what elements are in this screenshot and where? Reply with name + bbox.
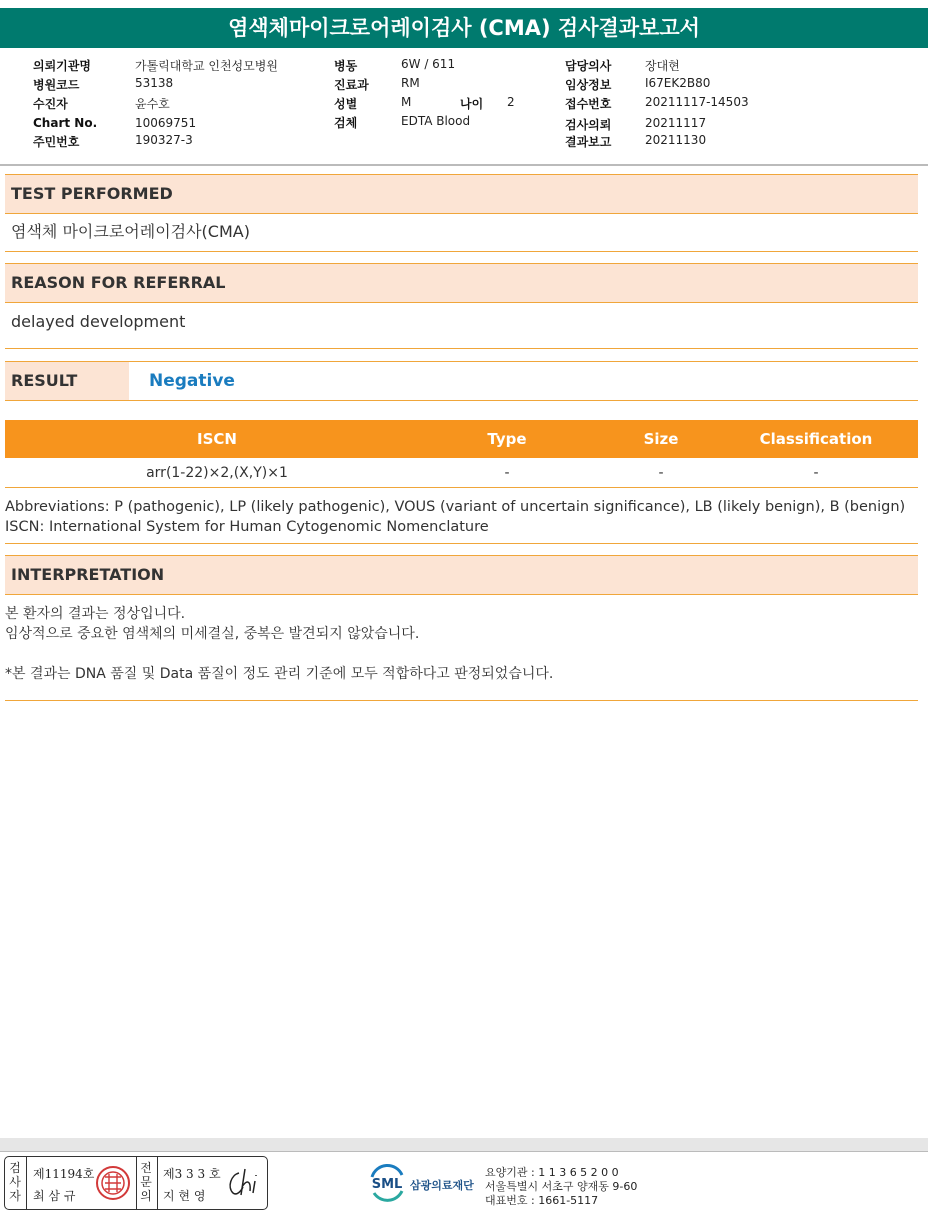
reason-for-referral-value: delayed development — [5, 303, 918, 349]
clinical-info-label: 임상정보 — [565, 78, 612, 92]
report-title: 염색체마이크로어레이검사 (CMA) 검사결과보고서 — [0, 8, 928, 48]
phone-line: 대표번호 : 1661-5117 — [485, 1194, 599, 1207]
sml-logo-icon — [366, 1163, 408, 1203]
request-date-label: 검사의뢰 — [565, 118, 612, 132]
accession-number-label: 접수번호 — [565, 97, 612, 111]
iscn-table — [5, 420, 918, 488]
organization-name: 삼광의료재단 — [410, 1179, 474, 1192]
table-row — [5, 458, 918, 488]
interpretation-divider — [5, 700, 918, 701]
test-performed-header: TEST PERFORMED — [5, 174, 918, 214]
interpretation-header: INTERPRETATION — [5, 555, 918, 595]
sex-value: M — [401, 95, 412, 109]
signature-divider — [136, 1157, 137, 1209]
examiner-seal-icon — [95, 1165, 131, 1201]
signature-divider — [157, 1157, 158, 1209]
referring-institution-value: 가톨릭대학교 인천성모병원 — [135, 59, 278, 73]
abbreviations-note — [5, 497, 918, 544]
abbreviations-line: Abbreviations: P (pathogenic), LP (likely pathogenic), VOUS (variant of uncertain significance), LB (likely benign), B (benign) — [5, 499, 906, 515]
result-label: RESULT — [5, 362, 129, 400]
examiner-vertical-label: 검사자 — [9, 1161, 21, 1203]
specialist-signature-icon — [223, 1163, 263, 1201]
test-performed-value: 염색체 마이크로어레이검사(CMA) — [5, 214, 918, 252]
size-cell: - — [658, 465, 664, 481]
type-column-header: Type — [487, 430, 527, 448]
quality-note-line: *본 결과는 DNA 품질 및 Data 품질이 정도 관리 기준에 모두 적합하다고 판정되었습니다. — [5, 666, 554, 682]
interpretation-line: 본 환자의 결과는 정상입니다. — [5, 606, 186, 622]
specialist-name: 지 현 영 — [163, 1189, 206, 1203]
accession-number-value: 20211117-14503 — [645, 95, 749, 109]
hospital-code-value: 53138 — [135, 76, 174, 90]
patient-name-value: 윤수호 — [135, 97, 170, 111]
report-date-label: 결과보고 — [565, 135, 612, 149]
chart-number-label: Chart No. — [33, 116, 98, 130]
age-value: 2 — [507, 95, 515, 109]
request-date-value: 20211117 — [645, 116, 707, 130]
ward-value: 6W / 611 — [401, 57, 456, 71]
report-date-value: 20211130 — [645, 133, 707, 147]
age-label: 나이 — [460, 97, 484, 111]
specimen-label: 검체 — [334, 116, 358, 130]
hospital-code-label: 병원코드 — [33, 78, 80, 92]
specialist-vertical-label: 전문의 — [140, 1161, 152, 1203]
sex-label: 성별 — [334, 97, 358, 111]
physician-value: 장대현 — [645, 59, 680, 73]
patient-name-label: 수진자 — [33, 97, 68, 111]
examiner-license-number: 제11194호 — [33, 1167, 95, 1181]
iscn-definition-line: ISCN: International System for Human Cytogenomic Nomenclature — [5, 519, 489, 535]
address-line: 서울특별시 서초구 양재동 9-60 — [485, 1180, 638, 1193]
resident-number-label: 주민번호 — [33, 135, 80, 149]
signature-box — [4, 1156, 268, 1210]
examiner-name: 최 삼 규 — [33, 1189, 76, 1203]
classification-cell: - — [813, 465, 819, 481]
iscn-column-header: ISCN — [197, 430, 237, 448]
specialist-license-number: 제3 3 3 호 — [163, 1167, 221, 1181]
resident-number-value: 190327-3 — [135, 133, 193, 147]
department-label: 진료과 — [334, 78, 369, 92]
patient-info-panel — [0, 48, 928, 166]
physician-label: 담당의사 — [565, 59, 612, 73]
iscn-cell: arr(1-22)×2,(X,Y)×1 — [146, 465, 288, 481]
classification-column-header: Classification — [759, 430, 873, 448]
clinical-info-value: I67EK2B80 — [645, 76, 711, 90]
result-row — [5, 361, 918, 401]
footer-divider — [0, 1138, 928, 1152]
result-value: Negative — [149, 371, 235, 391]
type-cell: - — [504, 465, 510, 481]
reason-for-referral-header: REASON FOR REFERRAL — [5, 263, 918, 303]
chart-number-value: 10069751 — [135, 116, 197, 130]
institution-code-line: 요양기관 : 1 1 3 6 5 2 0 0 — [485, 1166, 619, 1179]
signature-divider — [26, 1157, 27, 1209]
interpretation-line: 임상적으로 중요한 염색체의 미세결실, 중복은 발견되지 않았습니다. — [5, 626, 420, 642]
iscn-table-header — [5, 420, 918, 458]
referring-institution-label: 의뢰기관명 — [33, 59, 91, 73]
sml-logo-text: SML — [371, 1177, 403, 1192]
size-column-header: Size — [643, 430, 679, 448]
ward-label: 병동 — [334, 59, 358, 73]
department-value: RM — [401, 76, 420, 90]
specimen-value: EDTA Blood — [401, 114, 471, 128]
